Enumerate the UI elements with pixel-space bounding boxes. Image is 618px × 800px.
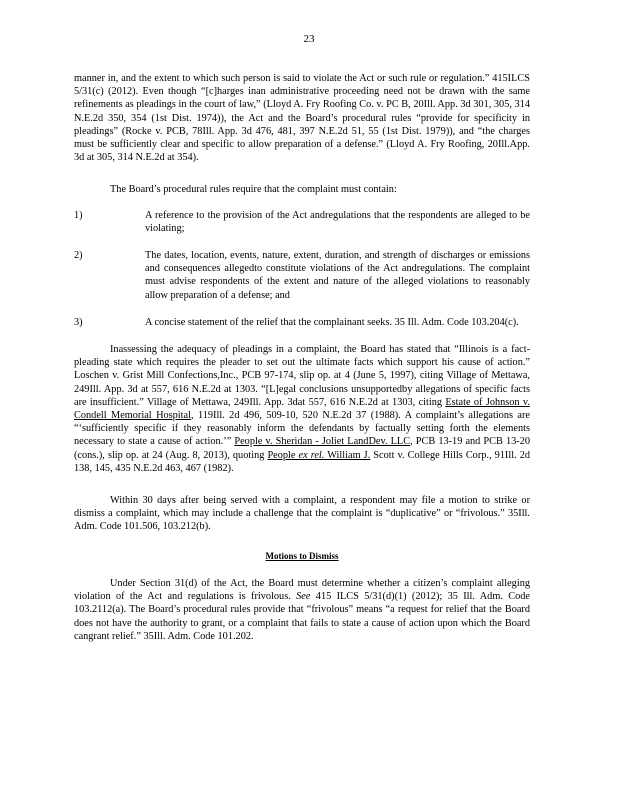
text-run: Inassessing the adequacy of pleadings in a complaint, the Board has stated that “Illinois is a fact-pleading state which requires the pleader to set out the ultimate facts which support his cause of action.” Loschen v. Grist Mill Confections,Inc., PCB 97-174, slip op. at 4 (June 5, 1997), citing Village of Mettawa, 249Ill. App. 3d at 557, 616 N.E.2d at 1303. “[L]egal conclusions unsupportedby allegations of specific facts are insufficient.” Village of Mettawa, 249Ill. App. 3dat 557, 616 N.E.2d at 1303, citing	[74, 344, 530, 408]
list-item-number: 3)	[74, 316, 83, 328]
list-item	[74, 249, 530, 302]
document-body	[74, 72, 530, 643]
signal-see: See	[296, 591, 311, 603]
case-citation-italic: ex rel.	[298, 449, 325, 461]
text-run: , PCB 13-19 and PCB 13-20 (cons.), slip op. at 24 (Aug. 8, 2013), quoting	[74, 436, 530, 461]
list-item-number: 1)	[74, 209, 83, 221]
text-run: Under Section 31(d) of the Act, the Board must determine whether a citizen’s complaint alleging violation of the Act and regulations is frivolous.	[74, 577, 530, 603]
text-run: 415 ILCS 5/31(d)(1) (2012); 35 Ill. Adm. Code 103.2112(a). The Board’s procedural rules provide that “frivolous” means “a request for relief that the Board does not have the authority to grant, or a complaint that fails to state a cause of action upon which the Board cangrant relief.” 35Ill. Adm. Code 101.202.	[74, 591, 531, 642]
case-citation-underlined: William J.	[324, 449, 371, 461]
paragraph-continuation: manner in, and the extent to which such person is said to violate the Act or such rule or regulation.” 415ILCS 5/31(c) (2012). Even though “[c]harges inan administrative proceeding need not be drawn with the same refinements as pleadings in the court of law,” (Lloyd A. Fry Roofing Co. v. PC B, 20Ill. App. 3d 301, 305, 314 N.E.2d 350, 354 (1st Dist. 1974)), the Act and the Board’s procedural rules “provide for specificity in pleadings” (Rocke v. PCB, 78Ill. App. 3d 476, 481, 397 N.E.2d 51, 55 (1st Dist. 1979)), and “the charges must be sufficiently clear and specific to allow preparation of a defense.” (Lloyd A. Fry Roofing, 20Ill.App. 3d at 305, 314 N.E.2d at 354).	[74, 73, 530, 164]
paragraph-pleading-standard	[74, 343, 530, 475]
list-item	[74, 209, 530, 235]
list-item	[74, 316, 530, 329]
list-item-text: The dates, location, events, nature, extent, duration, and strength of discharges or emissions and consequences allegedto constitute violations of the Act andregulations. The complaint must advise respondents of the extent and nature of the alleged violations to reasonably allow preparation of a defense; and	[145, 250, 530, 301]
list-item-text: A reference to the provision of the Act andregulations that the respondents are alleged to be violating;	[145, 209, 530, 234]
paragraph-motion-timing: Within 30 days after being served with a complaint, a respondent may file a motion to strike or dismiss a complaint, which may include a challenge that the complaint is “duplicative” or “frivolous.” 35Ill. Adm. Code 101.506, 103.212(b).	[74, 495, 530, 533]
section-heading: Motions to Dismiss	[265, 550, 339, 561]
case-citation-underlined: People v. Sheridan - Joliet LandDev. LLC	[234, 436, 411, 448]
case-citation-underlined: Estate of Johnson v. Condell Memorial Hospital	[74, 396, 530, 422]
page-number: 23	[303, 33, 315, 45]
list-item-text: A concise statement of the relief that the complainant seeks. 35 Ill. Adm. Code 103.204(c).	[145, 316, 519, 328]
paragraph-frivolous-standard	[74, 577, 530, 643]
text-run: Scott v. College Hills Corp., 91Ill. 2d 138, 145, 435 N.E.2d 463, 467 (1982).	[74, 449, 531, 474]
list-item-number: 2)	[74, 250, 83, 262]
text-run: , 119Ill. 2d 496, 509-10, 520 N.E.2d 37 (1988). A complaint’s allegations are “‘sufficiently specific if they reasonably inform the defendants by factually setting forth the elements necessary to state a cause of action.’”	[74, 410, 530, 448]
requirements-list	[74, 209, 530, 329]
case-citation-underlined: People	[267, 449, 299, 461]
paragraph-requirements-intro: The Board’s procedural rules require that the complaint must contain:	[110, 184, 397, 196]
